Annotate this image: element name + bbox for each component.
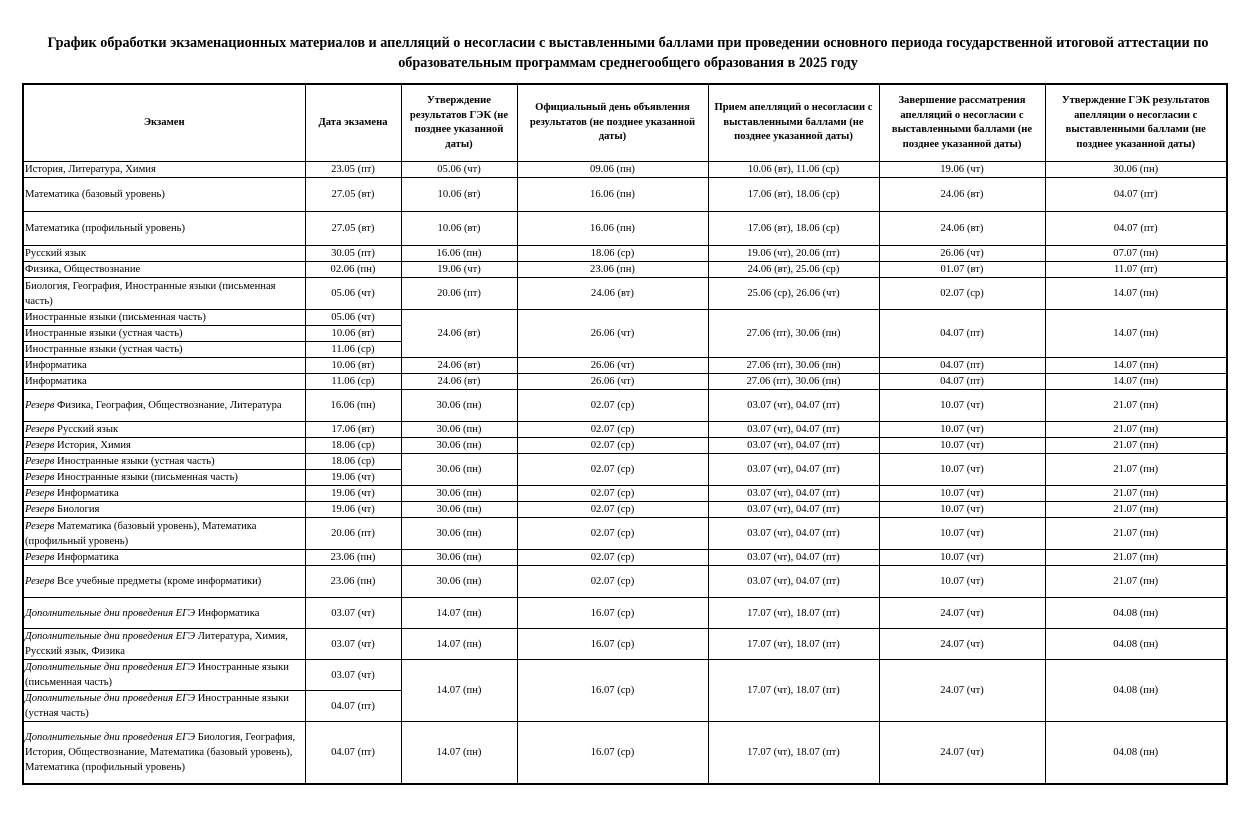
gek-date: 30.06 (пн): [401, 454, 517, 486]
exam-date: 04.07 (пт): [305, 722, 401, 784]
finish-date: 24.06 (вт): [879, 212, 1045, 246]
exam-prefix: Дополнительные дни проведения ЕГЭ: [25, 731, 196, 743]
finish-date: 24.07 (чт): [879, 660, 1045, 722]
exam-name: Информатика: [25, 376, 87, 387]
exam-date: 02.06 (пн): [305, 262, 401, 278]
exam-name: Физика, География, Обществознание, Литература: [57, 400, 282, 411]
announce-date: 02.07 (ср): [517, 502, 708, 518]
approve-date: 14.07 (пн): [1045, 358, 1227, 374]
exam-prefix: Дополнительные дни проведения ЕГЭ: [25, 607, 196, 619]
finish-date: 04.07 (пт): [879, 374, 1045, 390]
exam-date: 11.06 (ср): [305, 342, 401, 358]
exam-cell: [23, 550, 305, 566]
announce-date: 26.06 (чт): [517, 310, 708, 358]
exam-name: Математика (базовый уровень): [25, 189, 165, 200]
col-header-exam: Экзамен: [23, 84, 305, 162]
exam-date: 16.06 (пн): [305, 390, 401, 422]
appeal-dates: 17.07 (чт), 18.07 (пт): [708, 722, 879, 784]
exam-date: 19.06 (чт): [305, 470, 401, 486]
exam-name: История, Химия: [57, 440, 131, 451]
exam-cell: [23, 486, 305, 502]
announce-date: 16.07 (ср): [517, 660, 708, 722]
announce-date: 24.06 (вт): [517, 278, 708, 310]
table-row: [23, 278, 1227, 310]
exam-name: Информатика: [57, 488, 119, 499]
gek-date: 14.07 (пн): [401, 598, 517, 629]
finish-date: 10.07 (чт): [879, 486, 1045, 502]
table-row: [23, 660, 1227, 691]
exam-name: Русский язык: [57, 424, 119, 435]
approve-date: 04.07 (пт): [1045, 212, 1227, 246]
finish-date: 10.07 (чт): [879, 454, 1045, 486]
table-row: [23, 358, 1227, 374]
exam-name: Биология, География, Иностранные языки (письменная часть): [25, 280, 276, 307]
exam-date: 10.06 (вт): [305, 326, 401, 342]
gek-date: 24.06 (вт): [401, 374, 517, 390]
exam-name: Все учебные предметы (кроме информатики): [57, 576, 262, 587]
exam-cell: [23, 178, 305, 212]
table-row: [23, 502, 1227, 518]
exam-date: 23.06 (пн): [305, 566, 401, 598]
exam-date: 04.07 (пт): [305, 691, 401, 722]
exam-prefix: Дополнительные дни проведения ЕГЭ: [25, 693, 196, 704]
appeal-dates: 03.07 (чт), 04.07 (пт): [708, 550, 879, 566]
exam-prefix: Резерв: [25, 488, 55, 499]
table-row: [23, 598, 1227, 629]
finish-date: 10.07 (чт): [879, 518, 1045, 550]
announce-date: 26.06 (чт): [517, 358, 708, 374]
exam-date: 05.06 (чт): [305, 278, 401, 310]
exam-date: 18.06 (ср): [305, 438, 401, 454]
appeal-dates: 19.06 (чт), 20.06 (пт): [708, 246, 879, 262]
gek-date: 16.06 (пн): [401, 246, 517, 262]
exam-prefix: Резерв: [25, 424, 55, 435]
exam-prefix: Резерв: [25, 520, 55, 532]
exam-name: Иностранные языки (устная часть): [25, 328, 183, 339]
approve-date: 04.08 (пн): [1045, 629, 1227, 660]
exam-date: 23.06 (пн): [305, 550, 401, 566]
table-row: [23, 566, 1227, 598]
finish-date: 24.07 (чт): [879, 598, 1045, 629]
appeal-dates: 03.07 (чт), 04.07 (пт): [708, 502, 879, 518]
exam-name: Иностранные языки (устная часть): [57, 456, 215, 467]
announce-date: 02.07 (ср): [517, 438, 708, 454]
exam-prefix: Резерв: [25, 456, 55, 467]
exam-cell: [23, 502, 305, 518]
exam-date: 03.07 (чт): [305, 598, 401, 629]
exam-cell: [23, 162, 305, 178]
announce-date: 02.07 (ср): [517, 454, 708, 486]
table-row: [23, 310, 1227, 326]
appeal-dates: 27.06 (пт), 30.06 (пн): [708, 310, 879, 358]
finish-date: 10.07 (чт): [879, 422, 1045, 438]
approve-date: 14.07 (пн): [1045, 374, 1227, 390]
exam-name: Математика (базовый уровень), Математика (профильный уровень): [25, 520, 257, 547]
exam-date: 19.06 (чт): [305, 502, 401, 518]
exam-cell: [23, 660, 305, 691]
appeal-dates: 03.07 (чт), 04.07 (пт): [708, 486, 879, 502]
exam-date: 19.06 (чт): [305, 486, 401, 502]
gek-date: 30.06 (пн): [401, 566, 517, 598]
appeal-dates: 17.07 (чт), 18.07 (пт): [708, 629, 879, 660]
finish-date: 26.06 (чт): [879, 246, 1045, 262]
announce-date: 02.07 (ср): [517, 566, 708, 598]
exam-name: Иностранные языки (письменная часть): [25, 312, 206, 323]
finish-date: 01.07 (вт): [879, 262, 1045, 278]
gek-date: 30.06 (пн): [401, 486, 517, 502]
announce-date: 23.06 (пн): [517, 262, 708, 278]
approve-date: 21.07 (пн): [1045, 422, 1227, 438]
table-row: [23, 486, 1227, 502]
exam-cell: [23, 374, 305, 390]
approve-date: 04.08 (пн): [1045, 722, 1227, 784]
approve-date: 30.06 (пн): [1045, 162, 1227, 178]
exam-date: 10.06 (вт): [305, 358, 401, 374]
exam-date: 18.06 (ср): [305, 454, 401, 470]
exam-name: Физика, Обществознание: [25, 264, 141, 275]
exam-cell: [23, 566, 305, 598]
table-row: [23, 178, 1227, 212]
exam-name: Информатика: [25, 360, 87, 371]
gek-date: 30.06 (пн): [401, 550, 517, 566]
exam-date: 27.05 (вт): [305, 212, 401, 246]
exam-cell: [23, 262, 305, 278]
gek-date: 14.07 (пн): [401, 660, 517, 722]
finish-date: 19.06 (чт): [879, 162, 1045, 178]
gek-date: 30.06 (пн): [401, 390, 517, 422]
announce-date: 09.06 (пн): [517, 162, 708, 178]
finish-date: 10.07 (чт): [879, 438, 1045, 454]
exam-cell: [23, 454, 305, 470]
col-header-appeal: Прием апелляций о несогласии с выставленными баллами (не позднее указанной даты): [708, 84, 879, 162]
exam-name: Иностранные языки (устная часть): [25, 693, 289, 719]
appeal-dates: 03.07 (чт), 04.07 (пт): [708, 390, 879, 422]
gek-date: 24.06 (вт): [401, 310, 517, 358]
appeal-dates: 24.06 (вт), 25.06 (ср): [708, 262, 879, 278]
approve-date: 04.08 (пн): [1045, 660, 1227, 722]
announce-date: 02.07 (ср): [517, 550, 708, 566]
exam-cell: [23, 212, 305, 246]
table-row: [23, 212, 1227, 246]
exam-date: 17.06 (вт): [305, 422, 401, 438]
exam-date: 27.05 (вт): [305, 178, 401, 212]
gek-date: 30.06 (пн): [401, 502, 517, 518]
gek-date: 10.06 (вт): [401, 212, 517, 246]
announce-date: 16.07 (ср): [517, 629, 708, 660]
finish-date: 24.06 (вт): [879, 178, 1045, 212]
appeal-dates: 17.07 (чт), 18.07 (пт): [708, 660, 879, 722]
table-row: [23, 550, 1227, 566]
approve-date: 21.07 (пн): [1045, 438, 1227, 454]
gek-date: 30.06 (пн): [401, 422, 517, 438]
exam-cell: [23, 722, 305, 784]
approve-date: 07.07 (пн): [1045, 246, 1227, 262]
approve-date: 21.07 (пн): [1045, 566, 1227, 598]
exam-cell: [23, 310, 305, 326]
approve-date: 21.07 (пн): [1045, 454, 1227, 486]
appeal-dates: 25.06 (ср), 26.06 (чт): [708, 278, 879, 310]
appeal-dates: 27.06 (пт), 30.06 (пн): [708, 374, 879, 390]
table-row: [23, 518, 1227, 550]
exam-date: 23.05 (пт): [305, 162, 401, 178]
gek-date: 24.06 (вт): [401, 358, 517, 374]
exam-name: Биология, География, История, Обществознание, Математика (базовый уровень), Математика (профильный уровень): [25, 731, 296, 773]
exam-name: Иностранные языки (письменная часть): [57, 472, 238, 483]
exam-date: 11.06 (ср): [305, 374, 401, 390]
table-row: [23, 454, 1227, 470]
table-row: [23, 422, 1227, 438]
finish-date: 10.07 (чт): [879, 502, 1045, 518]
exam-cell: [23, 629, 305, 660]
table-row: [23, 374, 1227, 390]
exam-prefix: Резерв: [25, 576, 55, 587]
col-header-finish: Завершение рассматрения апелляций о несогласии с выставленными баллами (не позднее указанной даты): [879, 84, 1045, 162]
finish-date: 24.07 (чт): [879, 629, 1045, 660]
announce-date: 18.06 (ср): [517, 246, 708, 262]
appeal-dates: 03.07 (чт), 04.07 (пт): [708, 518, 879, 550]
exam-name: История, Литература, Химия: [25, 164, 156, 175]
exam-cell: [23, 470, 305, 486]
finish-date: 10.07 (чт): [879, 390, 1045, 422]
schedule-table: [22, 83, 1228, 785]
exam-name: Иностранные языки (устная часть): [25, 344, 183, 355]
exam-name: Иностранные языки (письменная часть): [25, 662, 289, 688]
table-row: [23, 262, 1227, 278]
appeal-dates: 03.07 (чт), 04.07 (пт): [708, 438, 879, 454]
exam-date: 03.07 (чт): [305, 660, 401, 691]
header-row: [23, 84, 1227, 162]
gek-date: 05.06 (чт): [401, 162, 517, 178]
announce-date: 02.07 (ср): [517, 486, 708, 502]
exam-cell: [23, 691, 305, 722]
exam-prefix: Дополнительные дни проведения ЕГЭ: [25, 662, 196, 673]
approve-date: 21.07 (пн): [1045, 486, 1227, 502]
gek-date: 30.06 (пн): [401, 438, 517, 454]
exam-name: Информатика: [57, 552, 119, 563]
announce-date: 16.06 (пн): [517, 178, 708, 212]
exam-cell: [23, 598, 305, 629]
approve-date: 14.07 (пн): [1045, 278, 1227, 310]
announce-date: 26.06 (чт): [517, 374, 708, 390]
exam-date: 03.07 (чт): [305, 629, 401, 660]
exam-cell: [23, 278, 305, 310]
gek-date: 10.06 (вт): [401, 178, 517, 212]
exam-prefix: Резерв: [25, 504, 55, 515]
gek-date: 19.06 (чт): [401, 262, 517, 278]
gek-date: 20.06 (пт): [401, 278, 517, 310]
exam-prefix: Резерв: [25, 472, 55, 483]
exam-cell: [23, 358, 305, 374]
exam-cell: [23, 326, 305, 342]
exam-prefix: Резерв: [25, 400, 55, 411]
appeal-dates: 03.07 (чт), 04.07 (пт): [708, 454, 879, 486]
finish-date: 04.07 (пт): [879, 358, 1045, 374]
finish-date: 10.07 (чт): [879, 550, 1045, 566]
exam-name: Математика (профильный уровень): [25, 223, 185, 234]
exam-date: 20.06 (пт): [305, 518, 401, 550]
exam-cell: [23, 422, 305, 438]
appeal-dates: 27.06 (пт), 30.06 (пн): [708, 358, 879, 374]
appeal-dates: 03.07 (чт), 04.07 (пт): [708, 566, 879, 598]
approve-date: 14.07 (пн): [1045, 310, 1227, 358]
approve-date: 21.07 (пн): [1045, 390, 1227, 422]
finish-date: 24.07 (чт): [879, 722, 1045, 784]
exam-prefix: Дополнительные дни проведения ЕГЭ: [25, 631, 196, 642]
exam-name: Информатика: [197, 607, 260, 619]
gek-date: 14.07 (пн): [401, 722, 517, 784]
exam-date: 30.05 (пт): [305, 246, 401, 262]
appeal-dates: 03.07 (чт), 04.07 (пт): [708, 422, 879, 438]
announce-date: 16.07 (ср): [517, 598, 708, 629]
exam-prefix: Резерв: [25, 552, 55, 563]
approve-date: 04.07 (пт): [1045, 178, 1227, 212]
exam-name: Биология: [57, 504, 100, 515]
exam-cell: [23, 390, 305, 422]
appeal-dates: 10.06 (вт), 11.06 (ср): [708, 162, 879, 178]
exam-cell: [23, 342, 305, 358]
exam-date: 05.06 (чт): [305, 310, 401, 326]
page-title: График обработки экзаменационных материалов и апелляций о несогласии с выставленными баллами при проведении основного периода государственной итоговой аттестации по образовательным программам среднегообщего образования в 2025 году: [47, 35, 1209, 71]
exam-cell: [23, 518, 305, 550]
gek-date: 30.06 (пн): [401, 518, 517, 550]
appeal-dates: 17.06 (вт), 18.06 (ср): [708, 178, 879, 212]
col-header-gek: Утверждение результатов ГЭК (не позднее указанной даты): [401, 84, 517, 162]
col-header-announce: Официальный день объявления результатов (не позднее указанной даты): [517, 84, 708, 162]
announce-date: 02.07 (ср): [517, 422, 708, 438]
approve-date: 21.07 (пн): [1045, 518, 1227, 550]
announce-date: 02.07 (ср): [517, 390, 708, 422]
finish-date: 04.07 (пт): [879, 310, 1045, 358]
approve-date: 21.07 (пн): [1045, 502, 1227, 518]
approve-date: 11.07 (пт): [1045, 262, 1227, 278]
table-row: [23, 246, 1227, 262]
approve-date: 04.08 (пн): [1045, 598, 1227, 629]
exam-name: Литература, Химия, Русский язык, Физика: [25, 631, 288, 657]
table-row: [23, 629, 1227, 660]
exam-cell: [23, 246, 305, 262]
announce-date: 16.07 (ср): [517, 722, 708, 784]
approve-date: 21.07 (пн): [1045, 550, 1227, 566]
table-row: [23, 438, 1227, 454]
finish-date: 02.07 (ср): [879, 278, 1045, 310]
announce-date: 02.07 (ср): [517, 518, 708, 550]
appeal-dates: 17.07 (чт), 18.07 (пт): [708, 598, 879, 629]
table-row: [23, 722, 1227, 784]
exam-prefix: Резерв: [25, 440, 55, 451]
col-header-approve: Утверждение ГЭК результатов апелляции о несогласии с выставленными баллами (не позднее указанной даты): [1045, 84, 1227, 162]
col-header-date: Дата экзамена: [305, 84, 401, 162]
announce-date: 16.06 (пн): [517, 212, 708, 246]
exam-name: Русский язык: [25, 248, 87, 259]
gek-date: 14.07 (пн): [401, 629, 517, 660]
exam-cell: [23, 438, 305, 454]
appeal-dates: 17.06 (вт), 18.06 (ср): [708, 212, 879, 246]
table-row: [23, 390, 1227, 422]
table-row: [23, 162, 1227, 178]
finish-date: 10.07 (чт): [879, 566, 1045, 598]
